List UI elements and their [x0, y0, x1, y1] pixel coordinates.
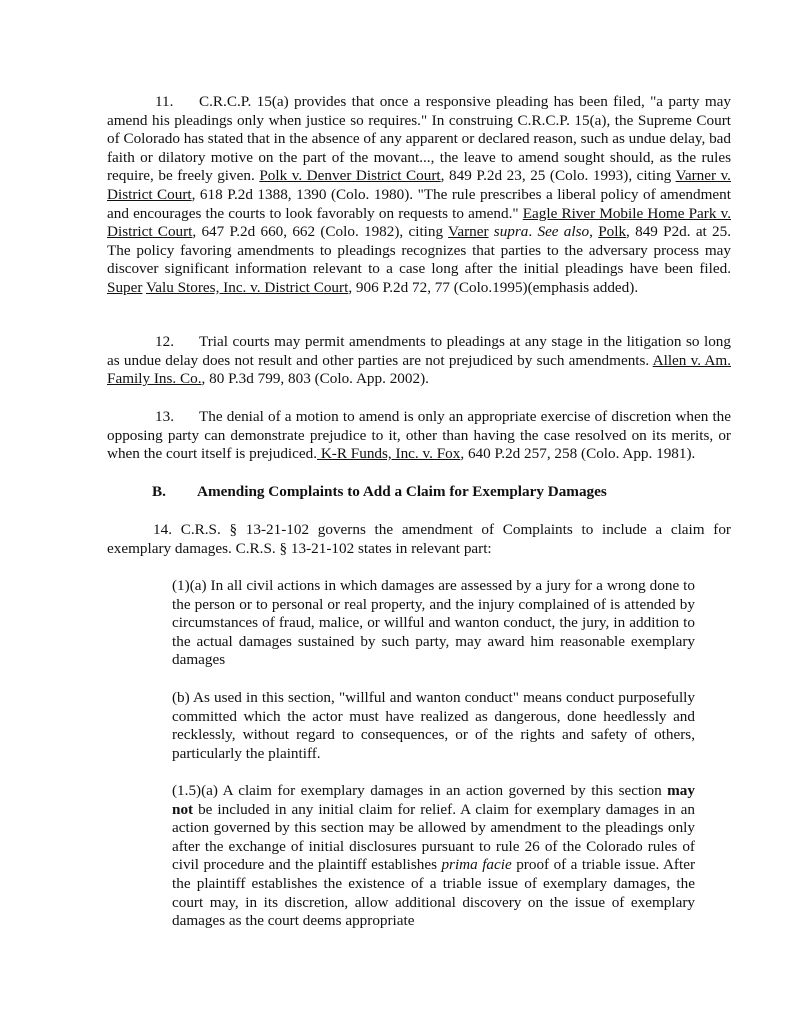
italic-signal: supra	[493, 223, 529, 241]
paragraph-12	[107, 333, 731, 389]
text-run: , 647 P.2d 660, 662 (Colo. 1982), citing	[192, 223, 449, 241]
paragraph-number: 12.	[155, 333, 174, 350]
block-quote-1b	[172, 689, 695, 763]
paragraph-number: 13.	[155, 408, 174, 425]
text-run: proof of a triable issue. After the plaintiff establishes the existence of a triable issue of exemplary damages, the court may, in its discretion, allow additional discovery on the issue of exemplary damages as the court deems appropriate	[172, 856, 695, 930]
block-quote-1-5a	[172, 782, 695, 931]
italic-term: prima facie	[441, 856, 512, 874]
case-citation: Eagle River Mobile Home Park v. District Court	[107, 204, 731, 241]
text-run: 14. C.R.S. § 13-21-102 governs the amendment of Complaints to include a claim for exemplary damages. C.R.S. § 13-21-102 states in relevant part:	[107, 521, 731, 557]
italic-signal: See also	[537, 223, 590, 241]
paragraph-13	[107, 408, 731, 464]
text-run: (1.5)(a) A claim for exemplary damages in an action governed by this section	[172, 782, 668, 799]
text-run: , 849 P2d. at 25. The policy favoring amendments to pleadings recognizes that parties to the adversary process may discover significant information relevant to a case long after the initial pleadings have been filed.	[107, 223, 732, 278]
section-heading-b	[152, 483, 607, 502]
case-citation: Polk v. Denver District Court	[259, 167, 441, 185]
bold-emphasis: may not	[172, 782, 695, 818]
case-citation: Varner v. District Court	[107, 167, 731, 203]
text-run: , 640 P.2d 257, 258 (Colo. App. 1981).	[460, 445, 696, 463]
text-run: , 906 P.2d 72, 77 (Colo.1995)(emphasis added).	[348, 278, 639, 296]
heading-title: Amending Complaints to Add a Claim for Exemplary Damages	[197, 483, 607, 500]
text-run: , 80 P.3d 799, 803 (Colo. App. 2002).	[201, 370, 429, 388]
text-run: Trial courts may permit amendments to pleadings at any stage in the litigation so long as undue delay does not result and other parties are not prejudiced by such amendments.	[107, 333, 731, 369]
case-citation: Super	[107, 278, 143, 296]
text-run: be included in any initial claim for relief. A claim for exemplary damages in an action governed by this section may be allowed by amendment to the pleadings only after the exchange of initial disclosures pursuant to rule 26 of the Colorado rules of civil procedure and the plaintiff establishes	[172, 800, 695, 874]
paragraph-14	[107, 521, 731, 558]
case-citation: Polk	[598, 223, 627, 241]
text-run: The denial of a motion to amend is only an appropriate exercise of discretion when the opposing party can demonstrate prejudice to it, other than having the case resolved on its merits, or when the court itself is prejudiced.	[107, 408, 731, 463]
text-run: C.R.C.P. 15(a) provides that once a responsive pleading has been filed, "a party may amend his pleadings only when justice so requires." In construing C.R.C.P. 15(a), the Supreme Court of Colorado has stated that in the absence of any apparent or declared reason, such as undue delay, bad faith or dilatory motive on the part of the movant..., the leave to amend sought should, as the rules require, be freely given.	[107, 93, 731, 185]
block-quote-1a	[172, 577, 695, 670]
paragraph-11	[107, 93, 731, 298]
case-citation: Valu Stores, Inc. v. District Court	[145, 278, 349, 296]
paragraph-number: 11.	[155, 93, 174, 110]
text-run: (1)(a) In all civil actions in which damages are assessed by a jury for a wrong done to the person or to personal or real property, and the injury complained of is attended by circumstances of fraud, malice, or willful and wanton conduct, the jury, in addition to the actual damages sustained by such party, may award him reasonable exemplary damages	[172, 577, 695, 669]
case-citation: Varner	[448, 223, 489, 241]
text-run: , 618 P.2d 1388, 1390 (Colo. 1980). "The rule prescribes a liberal policy of amendment and encourages the courts to look favorably on requests to amend."	[107, 185, 731, 222]
heading-letter: B.	[152, 483, 166, 500]
text-run: .	[528, 223, 538, 241]
case-citation: K-R Funds, Inc. v. Fox	[317, 445, 461, 463]
text-run: (b) As used in this section, "willful and wanton conduct" means conduct purposefully committed which the actor must have realized as dangerous, done heedlessly and recklessly, without regard to consequences, or of the rights and safety of others, particularly the plaintiff.	[172, 689, 695, 762]
case-citation: Allen v. Am. Family Ins. Co.	[107, 351, 732, 388]
text-run: ,	[589, 223, 599, 241]
text-run: , 849 P.2d 23, 25 (Colo. 1993), citing	[440, 167, 676, 185]
